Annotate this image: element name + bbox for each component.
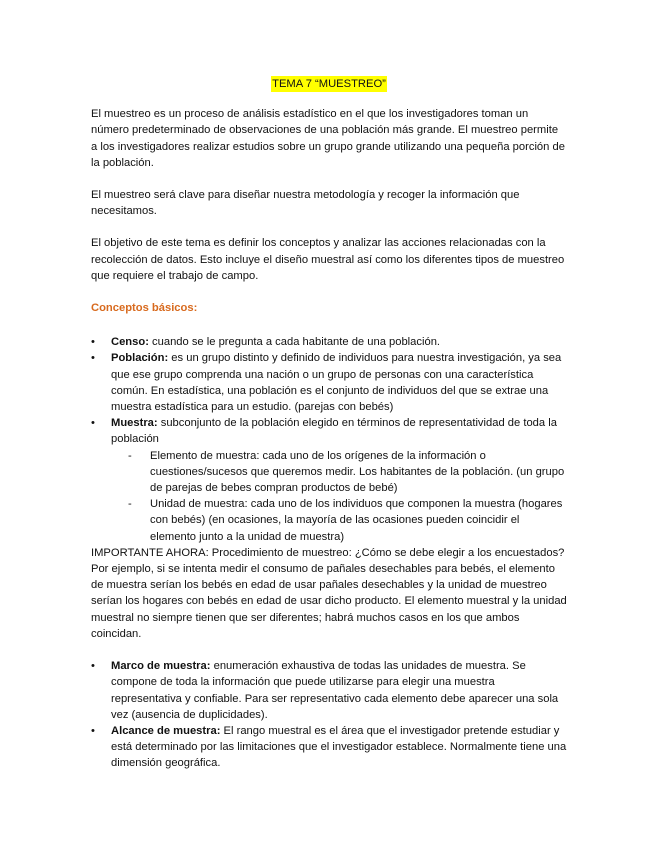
subitem-elemento-de-muestra <box>128 448 567 497</box>
intro-paragraph-3: El objetivo de este tema es definir los conceptos y analizar las acciones relacionadas con la recolección de datos. Esto incluye el diseño muestral así como los diferentes tipos de muestreo que requiere el trabajo de campo. <box>91 237 565 282</box>
concept-item-muestra <box>91 415 567 545</box>
concept-item-censo <box>91 334 567 350</box>
concept-text: enumeración exhaustiva de todas las unidades de muestra. Se compone de toda la información que puede utilizarse para elegir una muestra representativa y confiable. Para ser representativo cada elemento debe aparecer una sola vez (ausencia de duplicidades). <box>111 660 559 721</box>
subitem-text: Elemento de muestra: cada uno de los orígenes de la información o cuestiones/sucesos que queremos medir. Los habitantes de la población. (un grupo de parejas de bebes compran productos de bebé) <box>150 449 565 495</box>
concept-item-marco-de-muestra <box>91 658 567 723</box>
concept-text: cuando se le pregunta a cada habitante de una población. <box>148 336 441 349</box>
subitem-text: Unidad de muestra: cada uno de los individuos que componen la muestra (hogares con bebés) (en ocasiones, la mayoría de las ocasiones pueden coincidir el elemento junto a la unidad de muestra) <box>150 498 563 543</box>
dash-icon: - <box>128 449 132 462</box>
muestra-sublist <box>111 448 567 545</box>
bullet-icon: • <box>91 352 95 365</box>
concept-term: Alcance de muestra: <box>111 724 221 737</box>
concept-text: El rango muestral es el área que el investigador pretende estudiar y está determinado por las limitaciones que el investigador establece. Normalmente tiene una dimensión geográfica. <box>111 724 567 770</box>
concept-term: Población: <box>111 352 169 365</box>
section-heading: Conceptos básicos: <box>91 302 198 315</box>
dash-icon: - <box>128 498 132 511</box>
concept-term: Muestra: <box>111 417 158 430</box>
concept-text: subconjunto de la población elegido en términos de representatividad de toda la población <box>111 417 557 446</box>
bullet-icon: • <box>91 724 95 737</box>
concepts-list <box>91 334 567 545</box>
concept-item-poblacion <box>91 350 567 415</box>
concept-term: Marco de muestra: <box>111 660 211 673</box>
concept-term: Censo: <box>111 336 149 349</box>
intro-paragraph-1: El muestreo es un proceso de análisis estadístico en el que los investigadores toman un número predeterminado de observaciones de una población más grande. El muestreo permite a los investigadores realizar estudios sobre un grupo grande utilizando una pequeña porción de la población. <box>91 108 565 169</box>
concept-text: es un grupo distinto y definido de individuos para nuestra investigación, ya sea que ese grupo comprenda una nación o un grupo de personas con una característica común. En estadística, una población es el conjunto de individuos del que se extrae una muestra estadística para un estudio. (parejas con bebés) <box>111 352 562 414</box>
concept-item-alcance-de-muestra <box>91 723 567 772</box>
bullet-icon: • <box>91 660 95 673</box>
title-wrapper <box>91 76 567 92</box>
important-paragraph: IMPORTANTE AHORA: Procedimiento de muestreo: ¿Cómo se debe elegir a los encuestados? Por ejemplo, si se intenta medir el consumo de pañales desechables para bebés, el elemento de muestra serían los bebés en edad de usar pañales desechables y la unidad de muestreo serían los hogares con bebés en edad de usar dicho producto. El elemento muestral y la unidad muestral no siempre tienen que ser diferentes; habrá muchos casos en los que ambos coincidan. <box>91 546 567 640</box>
subitem-unidad-de-muestra <box>128 496 567 545</box>
document-title: TEMA 7 “MUESTREO” <box>271 76 387 92</box>
bullet-icon: • <box>91 417 95 430</box>
concepts-list-2 <box>91 658 567 771</box>
intro-paragraph-2: El muestreo será clave para diseñar nuestra metodología y recoger la información que necesitamos. <box>91 189 520 218</box>
bullet-icon: • <box>91 336 95 349</box>
